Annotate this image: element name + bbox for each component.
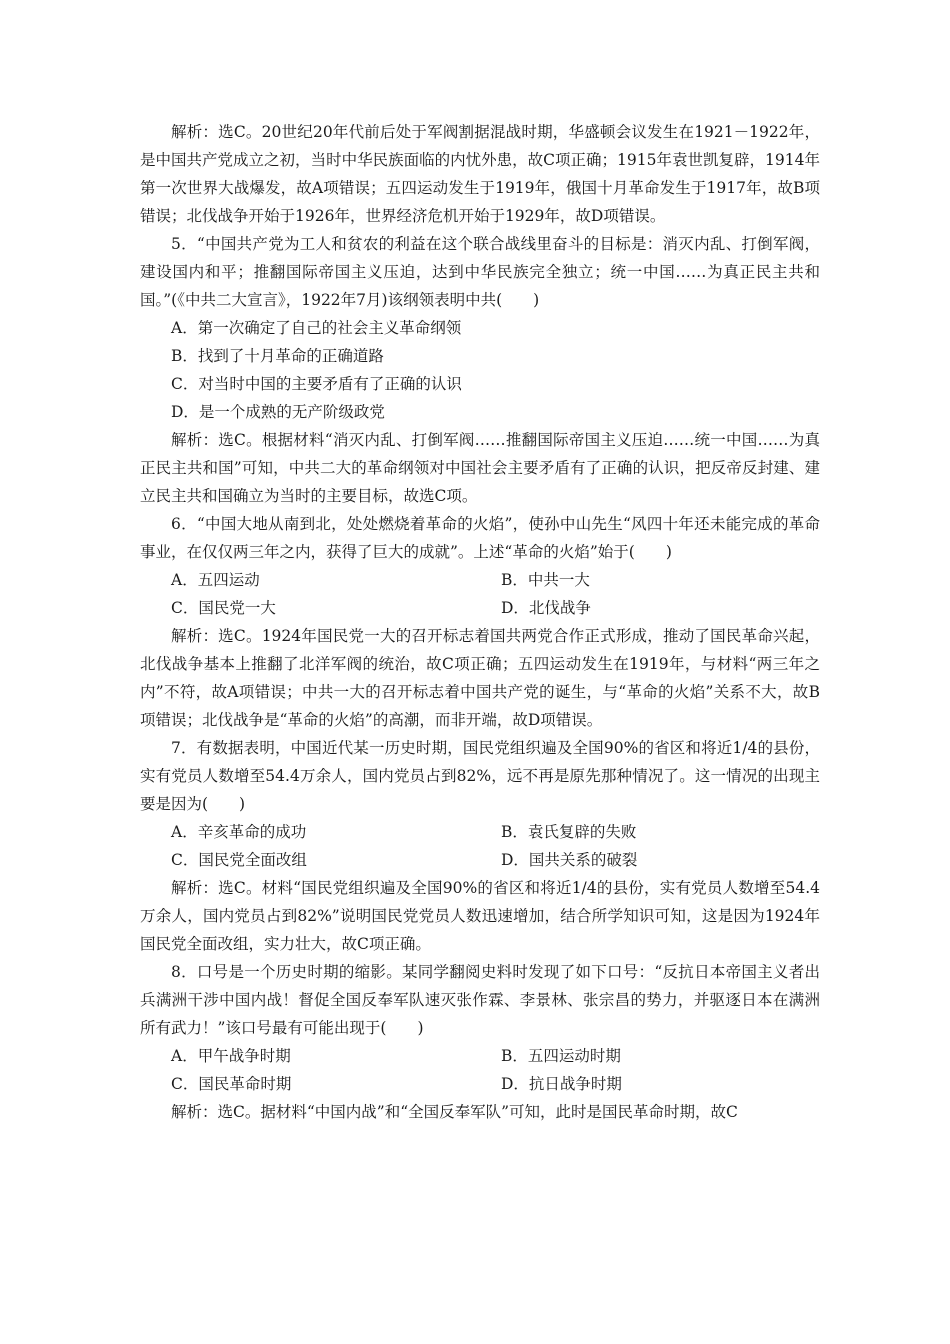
answer-explanation-q6: 解析：选C。1924年国民党一大的召开标志着国共两党合作正式形成，推动了国民革命兴起，北伐战争基本上推翻了北洋军阀的统治，故C项正确；五四运动发生在1919年，与材料“两三年之内”不符，故A项错误；中共一大的召开标志着中国共产党的诞生，与“革命的火焰”关系不大，故B项错误；北伐战争是“革命的火焰”的高潮，而非开端，故D项错误。 (140, 627, 820, 729)
q8-option-a: A．甲午战争时期 (171, 1047, 291, 1065)
q8-options-row-2 (140, 1070, 820, 1098)
question-5: 5．“中国共产党为工人和贫农的利益在这个联合战线里奋斗的目标是：消灭内乱、打倒军阀，建设国内和平；推翻国际帝国主义压迫，达到中华民族完全独立；统一中国……为真正民主共和国。”(《中共二大宣言》，1922年7月)该纲领表明中共( ) (140, 235, 820, 309)
q7-options-row-2 (140, 846, 820, 874)
q7-option-a: A．辛亥革命的成功 (171, 823, 307, 841)
question-7: 7．有数据表明，中国近代某一历史时期，国民党组织遍及全国90%的省区和将近1/4的县份，实有党员人数增至54.4万余人，国内党员占到82%，远不再是原先那种情况了。这一情况的出现主要是因为( ) (140, 739, 820, 813)
q6-option-c: C．国民党一大 (171, 599, 276, 617)
answer-explanation-q5: 解析：选C。根据材料“消灭内乱、打倒军阀……推翻国际帝国主义压迫……统一中国……为真正民主共和国”可知，中共二大的革命纲领对中国社会主要矛盾有了正确的认识，把反帝反封建、建立民主共和国确立为当时的主要目标，故选C项。 (140, 431, 820, 505)
answer-explanation-q8: 解析：选C。据材料“中国内战”和“全国反奉军队”可知，此时是国民革命时期，故C (171, 1103, 738, 1121)
q7-option-b: B．袁氏复辟的失败 (501, 823, 637, 841)
q6-option-b: B．中共一大 (501, 571, 590, 589)
q6-option-d: D．北伐战争 (501, 599, 591, 617)
q5-option-c: C．对当时中国的主要矛盾有了正确的认识 (171, 375, 462, 393)
q5-option-d: D．是一个成熟的无产阶级政党 (171, 403, 385, 421)
answer-explanation-q7: 解析：选C。材料“国民党组织遍及全国90%的省区和将近1/4的县份，实有党员人数增至54.4万余人，国内党员占到82%”说明国民党党员人数迅速增加，结合所学知识可知，这是因为1924年国民党全面改组，实力壮大，故C项正确。 (140, 879, 820, 953)
q8-option-d: D．抗日战争时期 (501, 1075, 622, 1093)
document-body (140, 118, 820, 1126)
q8-options-row-1 (140, 1042, 820, 1070)
q6-option-a: A．五四运动 (171, 571, 260, 589)
question-8: 8．口号是一个历史时期的缩影。某同学翻阅史料时发现了如下口号：“反抗日本帝国主义者出兵满洲干涉中国内战！督促全国反奉军队速灭张作霖、李景林、张宗昌的势力，并驱逐日本在满洲所有武力！”该口号最有可能出现于( ) (140, 963, 820, 1037)
answer-explanation-q4: 解析：选C。20世纪20年代前后处于军阀割据混战时期，华盛顿会议发生在1921－1922年，是中国共产党成立之初，当时中华民族面临的内忧外患，故C项正确；1915年袁世凯复辟，1914年第一次世界大战爆发，故A项错误；五四运动发生于1919年，俄国十月革命发生于1917年，故B项错误；北伐战争开始于1926年，世界经济危机开始于1929年，故D项错误。 (140, 123, 820, 225)
q6-options-row-2 (140, 594, 820, 622)
q8-option-c: C．国民革命时期 (171, 1075, 292, 1093)
q7-option-d: D．国共关系的破裂 (501, 851, 638, 869)
q8-option-b: B．五四运动时期 (501, 1047, 621, 1065)
q7-options-row-1 (140, 818, 820, 846)
question-6: 6．“中国大地从南到北，处处燃烧着革命的火焰”，使孙中山先生“风四十年还未能完成的革命事业，在仅仅两三年之内，获得了巨大的成就”。上述“革命的火焰”始于( ) (140, 515, 820, 561)
q5-option-b: B．找到了十月革命的正确道路 (171, 347, 384, 365)
q6-options-row-1 (140, 566, 820, 594)
q5-option-a: A．第一次确定了自己的社会主义革命纲领 (171, 319, 462, 337)
q7-option-c: C．国民党全面改组 (171, 851, 307, 869)
